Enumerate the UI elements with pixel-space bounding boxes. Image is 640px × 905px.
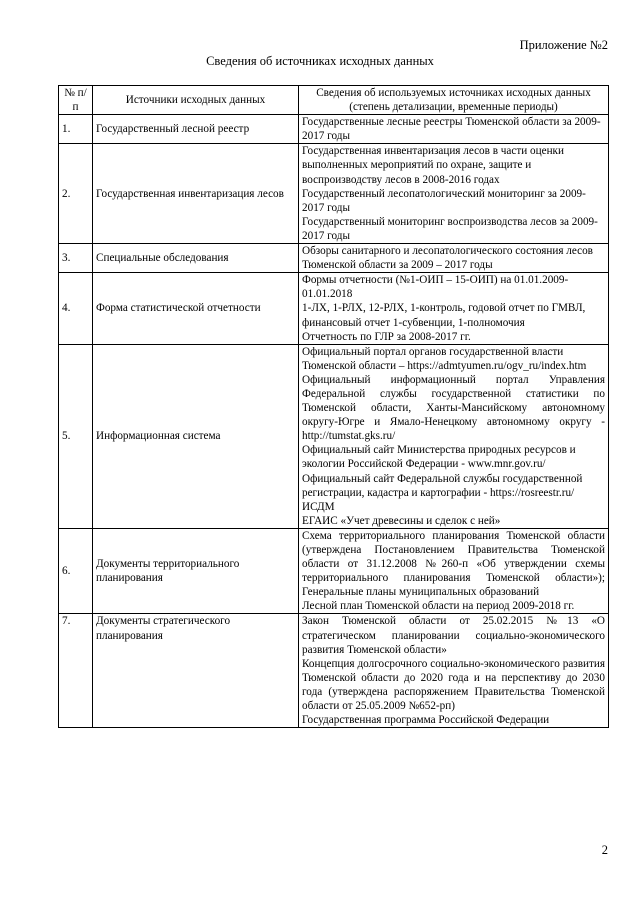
table-row bbox=[59, 115, 609, 144]
row-num: 7. bbox=[59, 614, 93, 728]
detail-line: Обзоры санитарного и лесопатологического состояния лесов Тюменской области за 2009 – 2017 годы bbox=[302, 245, 593, 272]
detail-line: ИСДМ bbox=[302, 500, 335, 513]
row-num: 1. bbox=[59, 115, 93, 144]
detail-line: Официальный информационный портал Управления Федеральной службы государственной статистики по Тюменской области, Ханты-Мансийскому автономному округу-Югре и Ямало-Ненецкому автономному округу - http://tumstat.gks.ru/ bbox=[302, 373, 605, 443]
row-source: Документы стратегического планирования bbox=[93, 614, 299, 728]
row-details bbox=[299, 344, 609, 528]
detail-line: Формы отчетности (№1-ОИП – 15-ОИП) на 01.01.2009-01.01.2018 bbox=[302, 274, 569, 301]
detail-line: Государственные лесные реестры Тюменской области за 2009-2017 годы bbox=[302, 116, 601, 143]
detail-line: Лесной план Тюменской области на период 2009-2018 гг. bbox=[302, 600, 575, 613]
row-details bbox=[299, 273, 609, 344]
appendix-label: Приложение №2 bbox=[519, 38, 608, 52]
document-title: Сведения об источниках исходных данных bbox=[206, 54, 434, 68]
detail-line: Государственная программа Российской Федерации bbox=[302, 714, 550, 727]
table-row bbox=[59, 344, 609, 528]
detail-line: Государственный лесопатологический мониторинг за 2009-2017 годы bbox=[302, 187, 586, 214]
detail-line: Официальный сайт Министерства природных ресурсов и экологии Российской Федерации - www.mnr.gov.ru/ bbox=[302, 444, 576, 471]
detail-line: 1-ЛХ, 1-РЛХ, 12-РЛХ, 1-контроль, годовой отчет по ГМВЛ, финансовый отчет 1-субвенции, 1-полномочия bbox=[302, 302, 586, 329]
row-num: 5. bbox=[59, 344, 93, 528]
table-row bbox=[59, 614, 609, 728]
detail-line: Официальный сайт Федеральной службы государственной регистрации, кадастра и картографии - https://rosreestr.ru/ bbox=[302, 472, 583, 499]
detail-line: Официальный портал органов государственной власти Тюменской области – https://admtyumen.ru/ogv_ru/index.htm bbox=[302, 345, 587, 372]
row-source: Документы территориального планирования bbox=[93, 528, 299, 614]
table-row bbox=[59, 273, 609, 344]
row-source: Государственная инвентаризация лесов bbox=[93, 144, 299, 244]
page-number: 2 bbox=[601, 843, 608, 857]
detail-line: ЕГАИС «Учет древесины и сделок с ней» bbox=[302, 514, 501, 527]
header-details: Сведения об используемых источниках исходных данных (степень детализации, временные периоды) bbox=[299, 86, 609, 115]
sources-table bbox=[58, 85, 609, 728]
row-details bbox=[299, 115, 609, 144]
table-row bbox=[59, 144, 609, 244]
row-source: Специальные обследования bbox=[93, 244, 299, 273]
row-details bbox=[299, 528, 609, 614]
detail-line: Отчетность по ГЛР за 2008-2017 гг. bbox=[302, 330, 471, 343]
table-row bbox=[59, 528, 609, 614]
row-source: Форма статистической отчетности bbox=[93, 273, 299, 344]
row-num: 3. bbox=[59, 244, 93, 273]
row-num: 4. bbox=[59, 273, 93, 344]
detail-line: Концепция долгосрочного социально-экономического развития Тюменской области до 2020 года и на перспективу до 2030 года (утверждена распоряжением Правительства Тюменской области от 25.05.2009 №652-рп) bbox=[302, 657, 605, 713]
row-source: Государственный лесной реестр bbox=[93, 115, 299, 144]
header-num: № п/п bbox=[59, 86, 93, 115]
row-num: 6. bbox=[59, 528, 93, 614]
row-details bbox=[299, 244, 609, 273]
header-source: Источники исходных данных bbox=[93, 86, 299, 115]
row-details bbox=[299, 144, 609, 244]
detail-line: Схема территориального планирования Тюменской области (утверждена Постановлением Правительства Тюменской области от 31.12.2008 №260-п «Об утверждении схемы территориального планирования Тюменской области»); Генеральные планы муниципальных образований bbox=[302, 529, 605, 599]
row-num: 2. bbox=[59, 144, 93, 244]
table-row bbox=[59, 244, 609, 273]
table-header-row bbox=[59, 86, 609, 115]
detail-line: Государственный мониторинг воспроизводства лесов за 2009-2017 годы bbox=[302, 215, 598, 242]
detail-line: Закон Тюменской области от 25.02.2015 №13 «О стратегическом планировании социально-экономического развития Тюменской области» bbox=[302, 615, 605, 656]
detail-line: Государственная инвентаризация лесов в части оценки выполненных мероприятий по охране, защите и воспроизводству лесов в 2008-2016 годах bbox=[302, 145, 564, 186]
row-source: Информационная система bbox=[93, 344, 299, 528]
row-details bbox=[299, 614, 609, 728]
